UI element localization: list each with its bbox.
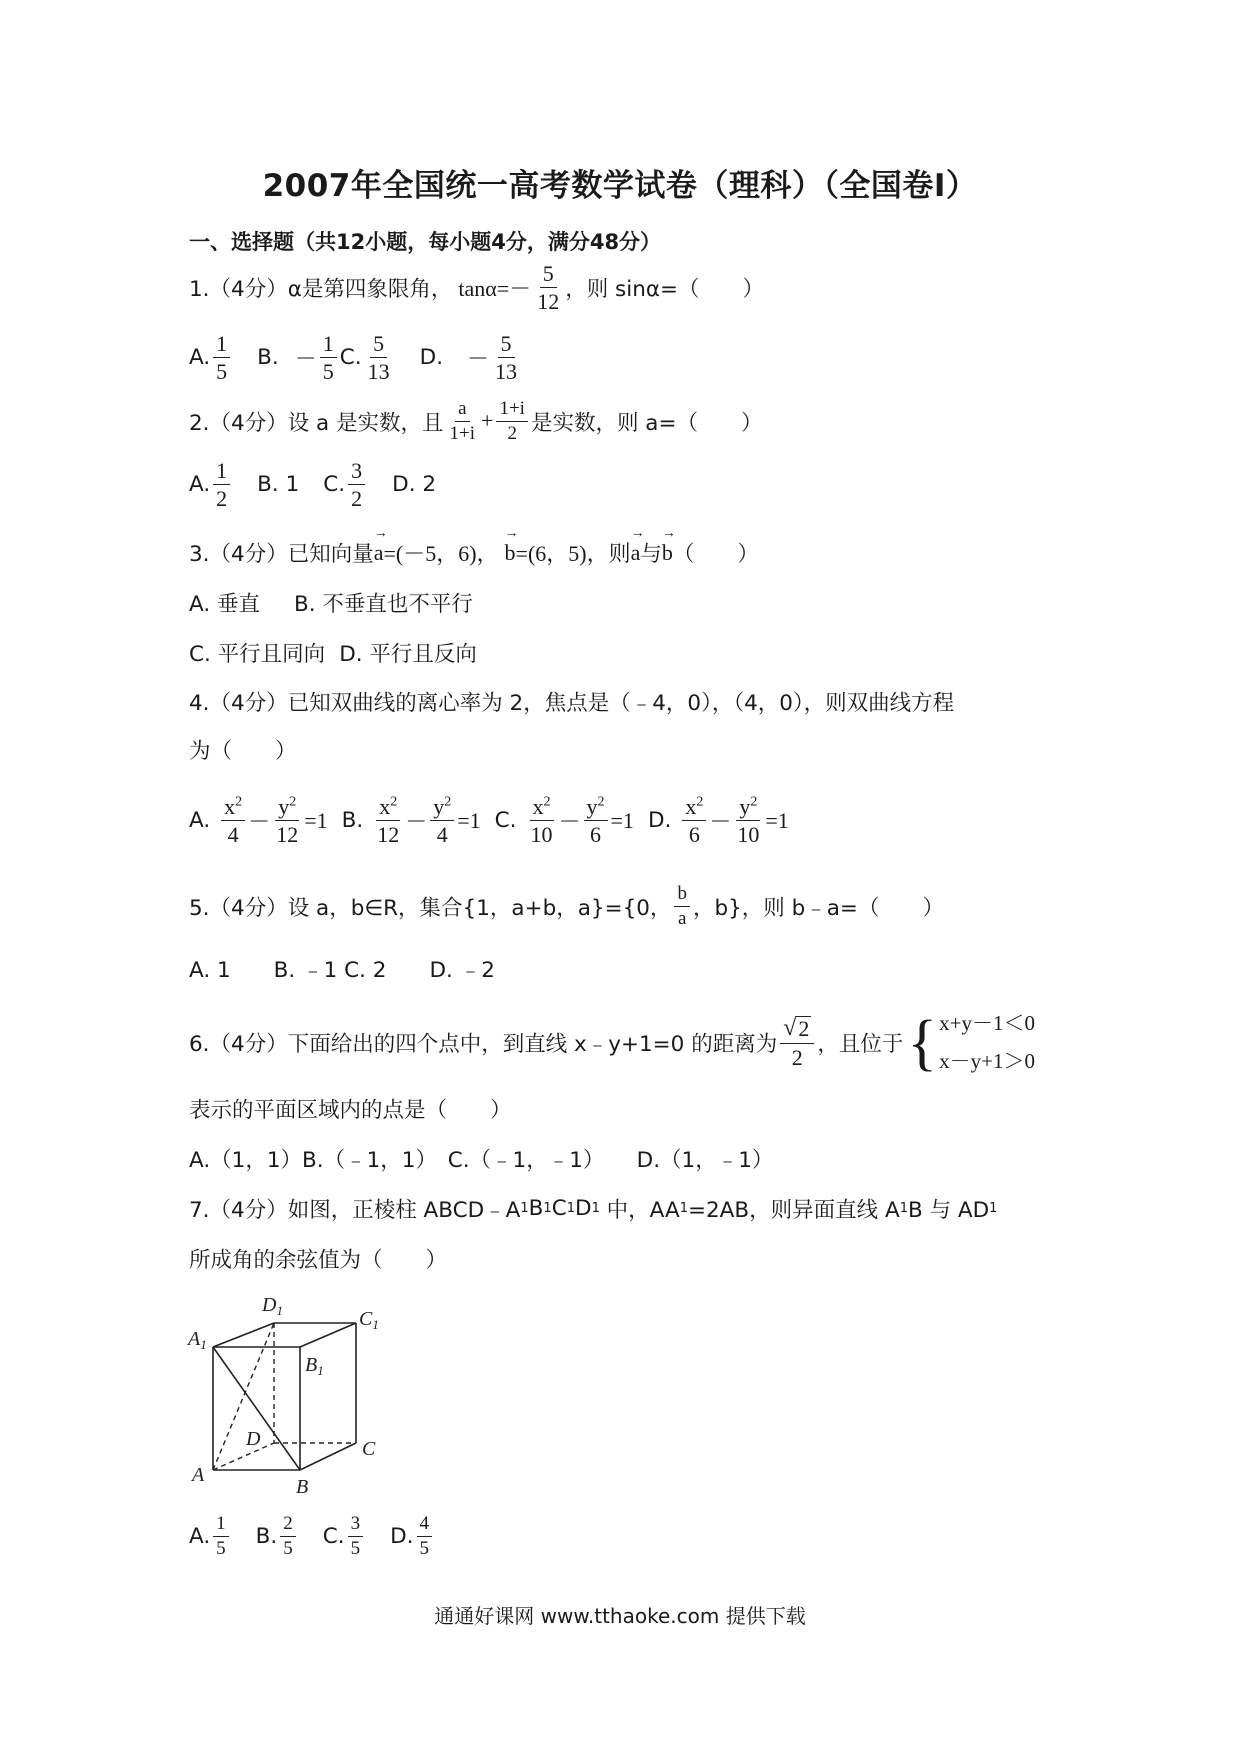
q2-option-a-frac (213, 459, 230, 510)
q4-option-d (648, 795, 789, 846)
question-7-stem: 7.（4分）如图，正棱柱 ABCD﹣A 1 B 1 C 1 D 1 中，AA 1 =2AB，则异面直线 A 1 B 与 AD 1 (189, 1193, 997, 1224)
q2-option-c-label: C. (323, 472, 346, 498)
q1-c-den: 13 (367, 359, 390, 385)
q3-vector-b: → b (505, 540, 516, 566)
q4-option-label: A. (189, 808, 211, 834)
q2-f1-den: 1+i (449, 422, 476, 444)
q2-fraction-2 (496, 399, 528, 444)
q5-stem-a: 5.（4分）设 a，b∈R，集合{1，a+b，a}={0， (189, 895, 672, 921)
q7-option-d-frac (417, 1514, 433, 1559)
q4-option-label: C. (494, 808, 517, 834)
q3-vector-a-value: =(－5，6)， (383, 541, 499, 566)
q2-option-a-label: A. (189, 472, 211, 498)
q1-option-b-frac (320, 332, 337, 383)
prism-figure (186, 1285, 406, 1505)
q4-equals: =1 (610, 807, 634, 833)
q6-den: 2 (791, 1045, 803, 1071)
q1-option-d-label: D. (419, 345, 444, 371)
q5-f-den: a (677, 907, 687, 929)
q1-fraction (534, 262, 562, 313)
label-d: D (246, 1428, 261, 1450)
q7-a-num: 1 (213, 1514, 229, 1537)
q4-minus: － (405, 809, 428, 835)
q2-a-num: 1 (213, 459, 230, 485)
question-2-options (189, 459, 436, 510)
question-5-options: A. 1 B. ﹣1 C. 2 D. ﹣2 (189, 958, 495, 983)
q1-option-d-frac (492, 332, 520, 383)
q6-sqrt: √ 2 (780, 1016, 814, 1044)
q4-fraction: $\frac{x^2}{12}$ (377, 794, 400, 848)
q7-option-b-label: B. (255, 1523, 278, 1549)
q7-c-den: 5 (350, 1537, 361, 1559)
page-title: 2007年全国统一高考数学试卷（理科）（全国卷Ⅰ） (262, 168, 978, 204)
q2-stem-a: 2.（4分）设 a 是实数，且 (189, 410, 444, 436)
q5-stem-b: ，b}，则 b﹣a=（ ） (692, 895, 944, 921)
question-1-options (189, 332, 523, 383)
q7-d-den: 5 (419, 1537, 430, 1559)
q1-tan: tanα=－ (458, 276, 532, 302)
q4-fraction: $\frac{x^2}{4}$ (221, 795, 245, 846)
q2-f1-num: a (455, 399, 469, 422)
q3-vector-a: → a (374, 540, 384, 566)
q4-minus: － (248, 809, 271, 835)
question-3-options-row2 (189, 637, 477, 668)
label-b: B (296, 1476, 309, 1498)
q4-minus: － (558, 809, 581, 835)
q4-fraction: $\frac{y^2}{4}$ (430, 795, 454, 846)
q7-b-den: 5 (283, 1537, 293, 1559)
question-6-stem-line2: 表示的平面区域内的点是（ ） (189, 1098, 512, 1123)
q2-option-d: D. 2 (392, 472, 437, 498)
q7-stem-a: 7.（4分）如图，正棱柱 ABCD﹣A (189, 1198, 521, 1223)
q1-option-a-label: A. (189, 345, 211, 371)
question-7-stem-line2: 所成角的余弦值为（ ） (189, 1248, 448, 1273)
q4-option-b (342, 795, 481, 846)
q1-b-den: 5 (322, 359, 334, 385)
q7-c-num: 3 (348, 1514, 364, 1537)
label-a: A (192, 1464, 205, 1486)
q1-b-num: 1 (320, 332, 337, 358)
q4-equals: =1 (457, 807, 481, 833)
question-2-stem (189, 399, 763, 444)
q3-option-d: D. 平行且反向 (339, 642, 477, 667)
q7-option-c-label: C. (322, 1523, 345, 1549)
question-3-options-row1 (189, 587, 473, 618)
q2-a-den: 2 (216, 486, 228, 512)
q5-fraction (674, 884, 690, 929)
section-heading: 一、选择题（共12小题，每小题4分，满分48分） (189, 230, 662, 254)
q1-option-c-frac (365, 332, 393, 383)
q7-a-den: 5 (216, 1537, 226, 1559)
q4-fraction: $\frac{y^2}{12}$ (276, 794, 299, 848)
q2-option-c-frac (348, 459, 365, 510)
q1-option-a-frac (213, 332, 230, 383)
q4-option-label: D. (647, 808, 672, 834)
question-4-options (189, 795, 803, 846)
q6-inequality-system: { x+y－1＜0 x－y+1＞0 (907, 1005, 1035, 1081)
q3-stem-a: 3.（4分）已知向量 (189, 542, 374, 567)
q6-ineq-2: x－y+1＞0 (939, 1048, 1035, 1073)
q4-minus: － (709, 809, 732, 835)
q1-d-num: 5 (498, 332, 515, 358)
q7-option-a-label: A. (189, 1523, 211, 1549)
q3-vector-b-ref: → b (662, 540, 673, 566)
q6-sqrt-arg: 2 (798, 1016, 810, 1042)
q1-a-num: 1 (213, 332, 230, 358)
q3-vector-a-ref: → a (631, 540, 641, 566)
q1-d-den: 13 (495, 359, 518, 385)
question-5-stem (189, 884, 944, 929)
q7-d-num: 4 (417, 1514, 433, 1537)
question-6-stem (189, 1005, 1035, 1081)
q1-c-num: 5 (370, 332, 387, 358)
label-b1: $B_1$ (305, 1354, 324, 1378)
question-4-stem-line1: 4.（4分）已知双曲线的离心率为 2，焦点是（﹣4，0），（4，0），则双曲线方程 (189, 691, 955, 716)
q4-option-a (189, 795, 328, 846)
label-c: C (362, 1438, 376, 1460)
q3-option-b: B. 不垂直也不平行 (294, 592, 473, 617)
q2-stem-b: 是实数，则 a=（ ） (530, 410, 763, 436)
q1-b-sign: － (294, 346, 317, 372)
question-4-stem-line2: 为（ ） (189, 739, 297, 764)
q4-fraction: $\frac{y^2}{6}$ (584, 795, 608, 846)
q3-with: 与 (640, 542, 662, 567)
q7-option-c-frac (348, 1514, 364, 1559)
q2-f2-den: 2 (507, 422, 517, 444)
q6-fraction (780, 1016, 814, 1069)
q2-fraction-1 (447, 399, 479, 444)
q1-option-c-label: C. (339, 345, 362, 371)
q3-vector-b-value: =(6，5)，则 (515, 541, 631, 566)
question-3-stem (189, 537, 759, 568)
q1-option-b-label: B. (257, 345, 279, 371)
q2-plus: + (481, 408, 494, 434)
q6-ineq-1: x+y－1＜0 (939, 1011, 1035, 1035)
q2-c-num: 3 (348, 459, 365, 485)
q4-fraction: $\frac{x^2}{10}$ (530, 794, 553, 848)
q3-option-a: A. 垂直 (189, 592, 260, 617)
q1-d-sign: － (467, 346, 490, 372)
q1-stem-b: ，则 sinα=（ ） (565, 277, 765, 303)
question-1-stem (189, 262, 764, 313)
question-6-options: A.（1，1）B.（﹣1，1） C.（﹣1，﹣1） D.（1，﹣1） (189, 1148, 774, 1173)
q2-option-b: B. 1 (257, 472, 300, 498)
q1-frac-den: 12 (537, 289, 560, 315)
question-7-options (189, 1514, 435, 1559)
q1-stem-a: 1.（4分）α是第四象限角， (189, 277, 453, 303)
q5-f-num: b (674, 884, 690, 907)
q6-stem-b: ，且位于 (817, 1032, 904, 1058)
q2-f2-num: 1+i (496, 399, 528, 422)
q7-b-num: 2 (280, 1514, 296, 1537)
q4-equals: =1 (304, 807, 328, 833)
label-c1: $C_1$ (359, 1308, 379, 1332)
q4-option-c (495, 795, 634, 846)
q4-option-label: B. (341, 808, 364, 834)
q1-frac-num: 5 (540, 262, 557, 288)
q4-equals: =1 (765, 807, 789, 833)
label-a1: $A_1$ (188, 1328, 207, 1352)
q7-option-b-frac (280, 1514, 296, 1559)
q6-stem-a: 6.（4分）下面给出的四个点中，到直线 x﹣y+1=0 的距离为 (189, 1032, 778, 1058)
q3-option-c: C. 平行且同向 (189, 642, 326, 667)
q1-a-den: 5 (216, 359, 228, 385)
label-d1: $D_1$ (262, 1294, 283, 1318)
footer-source: 通通好课网 www.tthaoke.com 提供下载 (434, 1604, 806, 1628)
q4-fraction: $\frac{y^2}{10}$ (737, 794, 760, 848)
q7-option-a-frac (213, 1514, 229, 1559)
q4-fraction: $\frac{x^2}{6}$ (682, 795, 706, 846)
q3-stem-b: （ ） (672, 542, 759, 567)
q7-option-d-label: D. (390, 1523, 414, 1549)
q2-c-den: 2 (351, 486, 363, 512)
